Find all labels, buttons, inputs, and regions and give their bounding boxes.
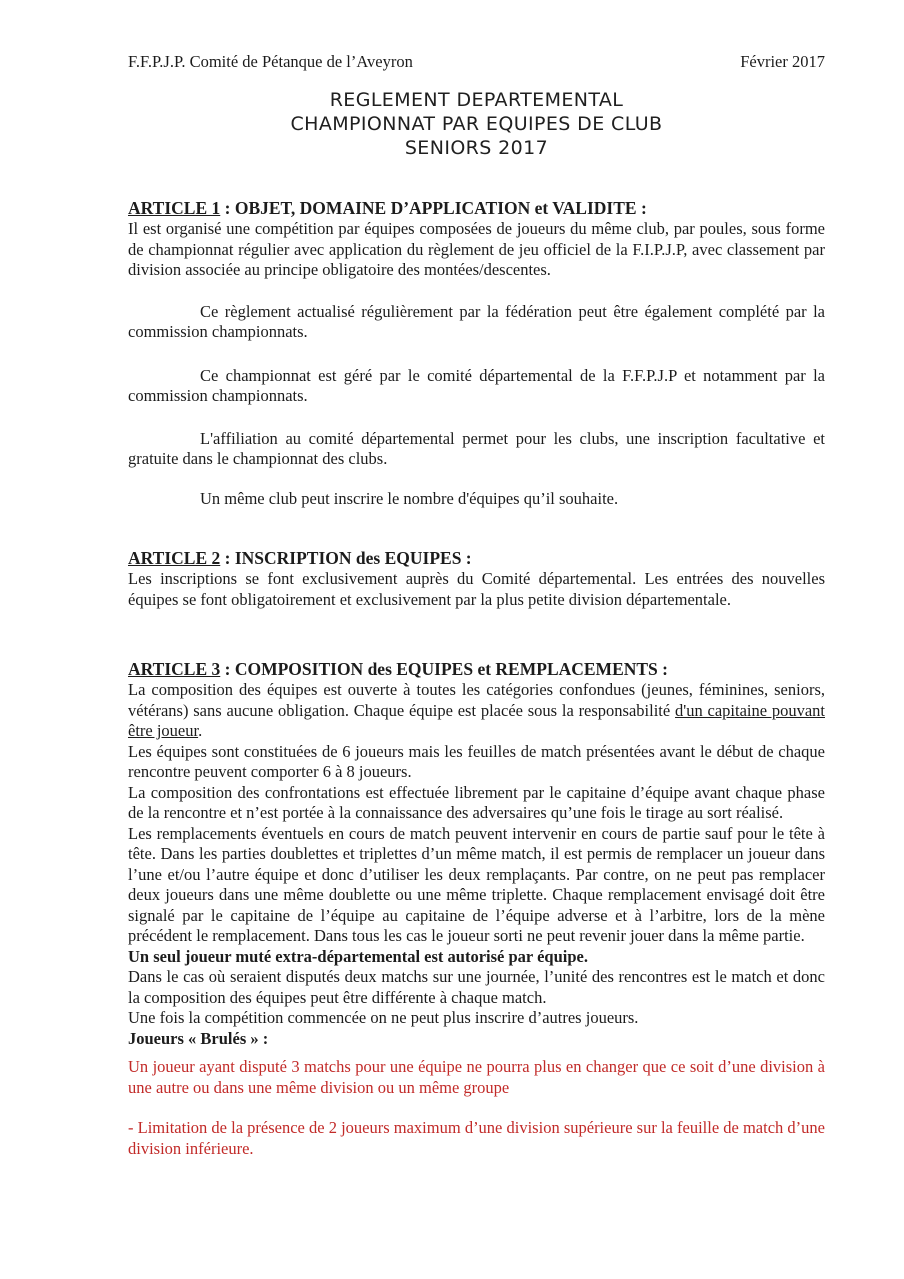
article-1-paragraph-4: L'affiliation au comité départemental permet pour les clubs, une inscription facultative et gratuite dans le championnat des clubs. <box>128 428 825 468</box>
article-3-paragraph-7: Une fois la compétition commencée on ne peut plus inscrire d’autres joueurs. <box>128 1008 639 1027</box>
article-3-burned-players-label: Joueurs « Brulés » : <box>128 1028 269 1048</box>
article-2-section <box>128 548 825 610</box>
article-2-heading <box>128 548 825 569</box>
header-organization: F.F.P.J.P. Comité de Pétanque de l’Aveyron <box>128 52 413 71</box>
article-3-paragraph-4: Les remplacements éventuels en cours de match peuvent intervenir en cours de partie sauf pour le tête à tête. Dans les parties doublettes et triplettes d’un même match, il est permis de remplacer un joueur dans l’une et/ou l’autre équipe et donc d’utiliser les deux remplaçants. Par contre, on ne peut pas remplacer deux joueurs dans une même doublette ou une même triplette. Chaque remplacement envisagé doit être signalé par le capitaine de l’équipe au capitaine de l’équipe adverse et à l’arbitre, lors de la mène précédent le remplacement. Dans tous les cas le joueur sorti ne peut revenir jouer dans la même partie. <box>128 823 825 945</box>
article-3-section <box>128 659 825 1159</box>
article-3-red-rule-2: - Limitation de la présence de 2 joueurs maximum d’une division supérieure sur la feuille de match d’une division inférieure. <box>128 1118 825 1158</box>
article-3-heading-number: ARTICLE 3 <box>128 659 221 679</box>
article-3-paragraph-3: La composition des confrontations est effectuée librement par le capitaine d’équipe avant chaque phase de la rencontre et n’est portée à la connaissance des adversaires qu’une fois le tirage au sort réalisé. <box>128 782 825 822</box>
article-3-paragraph-1 <box>128 680 825 742</box>
article-1-paragraph-2: Ce règlement actualisé régulièrement par la fédération peut être également complété par la commission championnats. <box>128 301 825 341</box>
document-header <box>128 52 825 72</box>
title-line-2: CHAMPIONNAT PAR EQUIPES DE CLUB <box>290 113 663 135</box>
article-2-heading-text: : INSCRIPTION des EQUIPES : <box>220 548 472 568</box>
article-3-rule-muted-player: Un seul joueur muté extra-départemental est autorisé par équipe. <box>128 946 588 966</box>
article-1-paragraph-1: Il est organisé une compétition par équipes composées de joueurs du même club, par poules, sous forme de championnat régulier avec application du règlement de jeu officiel de la F.I.P.J.P, avec classement par division associée au principe obligatoire des montées/descentes. <box>128 219 825 279</box>
article-3-red-rule-1: Un joueur ayant disputé 3 matchs pour une équipe ne pourra plus en changer que ce soit d’une division à une autre ou dans une même division ou un même groupe <box>128 1057 825 1097</box>
article-3-paragraph-2: Les équipes sont constituées de 6 joueurs mais les feuilles de match présentées avant le début de chaque rencontre peuvent comporter 6 à 8 joueurs. <box>128 741 825 781</box>
article-1-heading-text: : OBJET, DOMAINE D’APPLICATION et VALIDITE : <box>220 198 647 218</box>
article-1-heading <box>128 198 825 219</box>
article-3-paragraph-1-start: La composition des équipes est ouverte à toutes les catégories confondues (jeunes, féminines, seniors, vétérans) sans aucune obligation. Chaque équipe est placée sous la responsabilité <box>128 680 825 720</box>
article-1-section <box>128 198 825 509</box>
article-3-paragraph-6: Dans le cas où seraient disputés deux matchs sur une journée, l’unité des rencontres est le match et donc la composition des équipes peut être différente à chaque match. <box>128 967 825 1007</box>
article-1-paragraph-5: Un même club peut inscrire le nombre d'équipes qu’il souhaite. <box>200 488 619 508</box>
title-line-1: REGLEMENT DEPARTEMENTAL <box>329 89 624 111</box>
article-3-paragraph-1-end: . <box>198 721 203 740</box>
article-2-heading-number: ARTICLE 2 <box>128 548 221 568</box>
article-3-heading-text: : COMPOSITION des EQUIPES et REMPLACEMENTS : <box>220 659 668 679</box>
header-date: Février 2017 <box>740 52 825 71</box>
document-title <box>128 88 825 160</box>
article-3-paragraph-1-underlined: d'un capitaine pouvant être joueur <box>128 700 825 740</box>
article-1-heading-number: ARTICLE 1 <box>128 198 221 218</box>
article-1-paragraph-3: Ce championnat est géré par le comité départemental de la F.F.P.J.P et notamment par la commission championnats. <box>128 365 825 405</box>
title-line-3: SENIORS 2017 <box>404 137 549 159</box>
article-3-heading <box>128 659 825 680</box>
article-2-paragraph-1: Les inscriptions se font exclusivement auprès du Comité départemental. Les entrées des nouvelles équipes se font obligatoirement et exclusivement par la plus petite division départementale. <box>128 569 825 609</box>
